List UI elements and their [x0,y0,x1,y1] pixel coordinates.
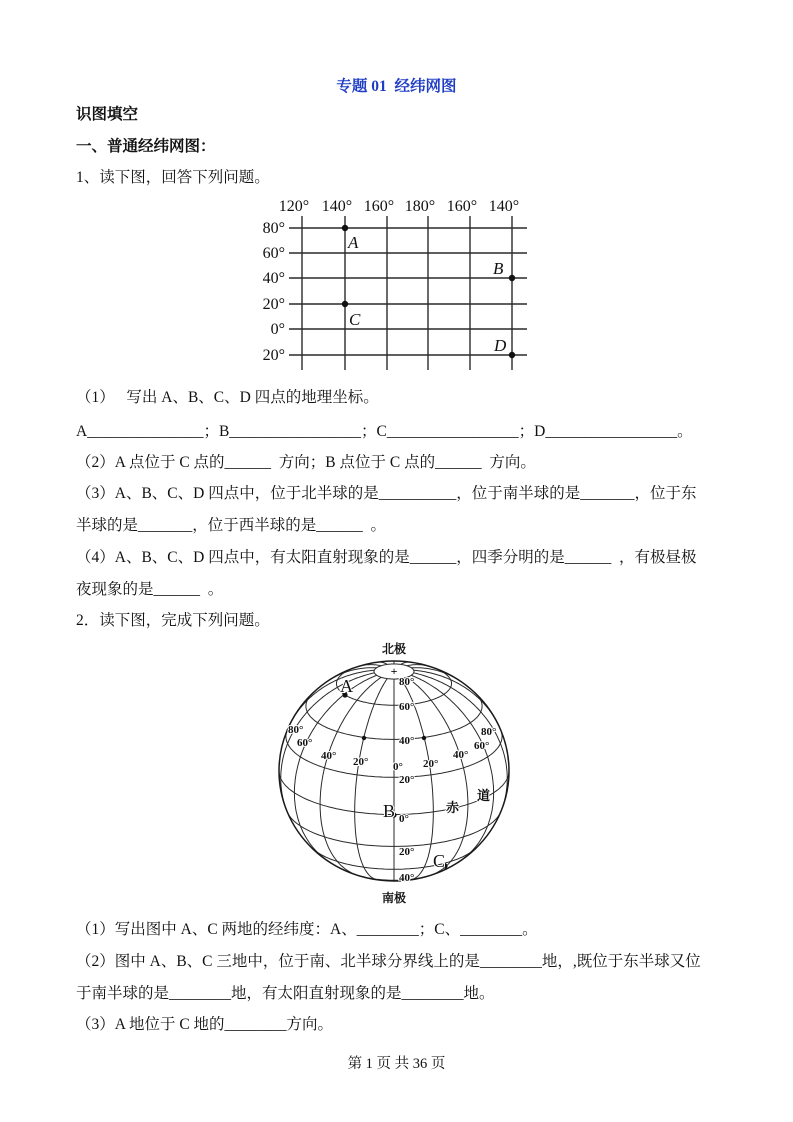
grid-horizontal-lines [289,228,527,355]
question-1-prompt: 1、读下图，回答下列问题。 [76,169,270,186]
latitude-label: 80° [262,220,285,237]
longitude-label: 180° [404,198,436,215]
q1-sub3-line2: 半球的是_______，位于西半球的是______ 。 [76,517,387,534]
graticule-dot [362,736,366,740]
point-a-label: A [340,676,353,696]
longitude-label: 0° [393,761,403,773]
longitude-label: 40° [321,750,337,762]
globe-figure [268,636,524,908]
q1-sub1: （1） 写出 A、B、C、D 四点的地理坐标。 [76,389,379,406]
longitude-label: 140° [321,198,353,215]
north-pole-label: 北极 [381,642,407,656]
latitude-label: 0° [270,321,285,338]
point-a-label: A [348,233,359,252]
longitude-label: 20° [423,758,439,770]
q1-sub4-line1: （4）A、B、C、D 四点中，有太阳直射现象的是______，四季分明的是______ ，有极昼极 [76,549,697,566]
grid-vertical-lines [302,216,512,370]
point-c-dot [342,301,348,307]
latitude-label: 20° [262,347,285,364]
latitude-label: 40° [262,270,285,287]
point-c-label: C [349,310,361,329]
point-c-label: C [433,851,446,871]
latitude-label: 20° [399,846,415,858]
q1-sub1-blanks: A_______________；B_________________；C_________________；D_________________。 [76,423,693,440]
equator-label-char-2: 道 [477,788,491,803]
globe-latitude-labels [399,676,414,884]
longitude-label: 120° [278,198,310,215]
grid-longitude-labels [279,198,519,215]
latitude-label: 20° [262,296,285,313]
longitude-label: 140° [488,198,520,215]
longitude-label: 40° [453,749,469,761]
graticule-dot [422,736,426,740]
latitude-label: 0° [399,813,409,825]
q2-sub1: （1）写出图中 A、C 两地的经纬度：A、________；C、________。 [76,921,538,938]
page-title: 专题 01 经纬网图 [336,78,457,95]
latitude-label: 40° [399,872,415,884]
subsection-heading: 一、普通经纬网图： [76,138,216,155]
q1-sub4-line2: 夜现象的是______ 。 [76,581,224,598]
longitude-label: 160° [446,198,478,215]
grid-latitude-labels [263,220,285,364]
q1-sub3-line1: （3）A、B、C、D 四点中，位于北半球的是__________，位于南半球的是_______，位于东 [76,485,697,502]
pole-mark: + [390,664,398,678]
point-b-label: B [383,801,396,821]
page-footer: 第 1 页 共 36 页 [347,1056,446,1072]
section-heading: 识图填空 [76,106,139,123]
question-2-prompt: 2．读下图，完成下列问题。 [76,612,270,629]
point-d-label: D [494,336,507,355]
q2-sub2-line1: （2）图中 A、B、C 三地中，位于南、北半球分界线上的是________地，,既位于东半球又位 [76,953,701,970]
latitude-label: 80° [399,676,415,688]
equator-label-char-1: 赤 [446,800,460,815]
point-a-dot [342,225,348,231]
longitude-label: 60° [474,740,490,752]
grid-figure [250,190,540,375]
point-d-dot [509,352,515,358]
latitude-label: 60° [262,245,285,262]
longitude-label: 80° [481,726,497,738]
longitude-label: 160° [363,198,395,215]
point-b-dot [509,275,515,281]
q2-sub2-line2: 于南半球的是________地，有太阳直射现象的是________地。 [76,985,495,1002]
latitude-label: 40° [399,735,415,747]
longitude-label: 20° [353,756,369,768]
q1-sub2: （2）A 点位于 C 点的______ 方向；B 点位于 C 点的______ 方向。 [76,454,536,471]
longitude-label: 60° [297,737,313,749]
q2-sub3: （3）A 地位于 C 地的________方向。 [76,1016,334,1033]
point-b-label: B [493,259,504,278]
south-pole-label: 南极 [381,891,407,905]
meridian-line [355,679,388,880]
latitude-label: 20° [399,774,415,786]
longitude-label: 80° [288,724,304,736]
latitude-label: 60° [399,701,415,713]
